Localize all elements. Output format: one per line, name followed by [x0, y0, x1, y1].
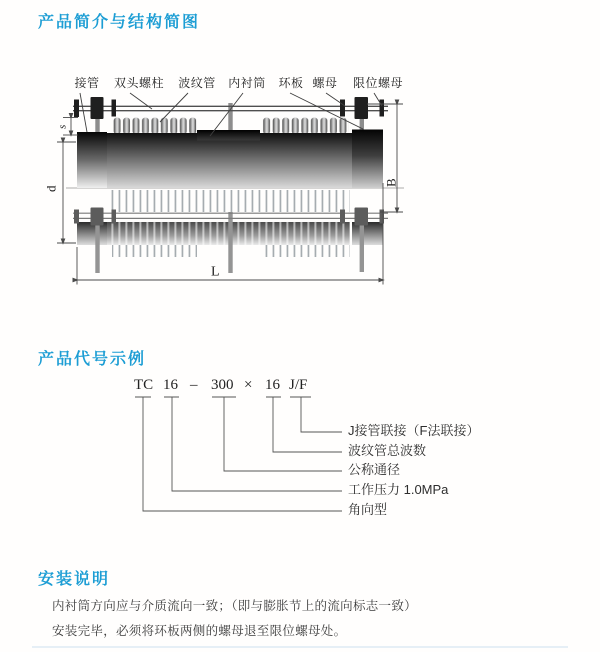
- install-note-line-2: 安装完毕，必须将环板两侧的螺母退至限位螺母处。: [52, 624, 347, 638]
- part-label-liner: 内衬筒: [228, 76, 266, 90]
- code-part-diameter: 300: [211, 377, 234, 393]
- code-exp-pressure: 工作压力 1.0MPa: [348, 482, 449, 497]
- dim-s-label: s: [56, 124, 69, 129]
- dim-l-label: L: [211, 264, 220, 280]
- section-title-code: 产品代号示例: [38, 351, 147, 368]
- structure-diagram: [30, 60, 450, 305]
- dim-d-label: d: [43, 185, 59, 192]
- section-title-intro: 产品简介与结构简图: [38, 14, 201, 31]
- part-label-stud: 双头螺柱: [113, 76, 165, 90]
- install-note-line-1: 内衬筒方向应与介质流向一致；（即与膨胀节上的流向标志一致）: [52, 599, 417, 613]
- part-label-bellows: 波纹管: [178, 76, 216, 90]
- part-label-limit-nut: 限位螺母: [352, 76, 404, 90]
- code-exp-type: 角向型: [348, 502, 388, 517]
- code-part-connection: J/F: [289, 377, 308, 393]
- code-exp-waves: 波纹管总波数: [348, 443, 427, 458]
- part-label-pipe: 接管: [74, 76, 100, 90]
- code-part-type: TC: [134, 377, 154, 393]
- page-bottom-rule: [32, 646, 568, 648]
- expansion-joint-section-drawing: [66, 97, 404, 273]
- dim-b-label: B: [383, 178, 399, 187]
- code-part-waves: 16: [265, 377, 280, 393]
- code-exp-diameter: 公称通径: [348, 462, 401, 477]
- section-title-install: 安装说明: [38, 571, 111, 588]
- code-part-dash: –: [190, 377, 198, 393]
- code-part-pressure: 16: [163, 377, 178, 393]
- part-label-nut: 螺母: [312, 76, 338, 90]
- code-part-times: ×: [244, 377, 253, 393]
- part-label-ring-plate: 环板: [278, 76, 304, 90]
- code-connector-lines: [120, 394, 360, 519]
- code-exp-connection: J接管联接（F法联接）: [348, 423, 480, 438]
